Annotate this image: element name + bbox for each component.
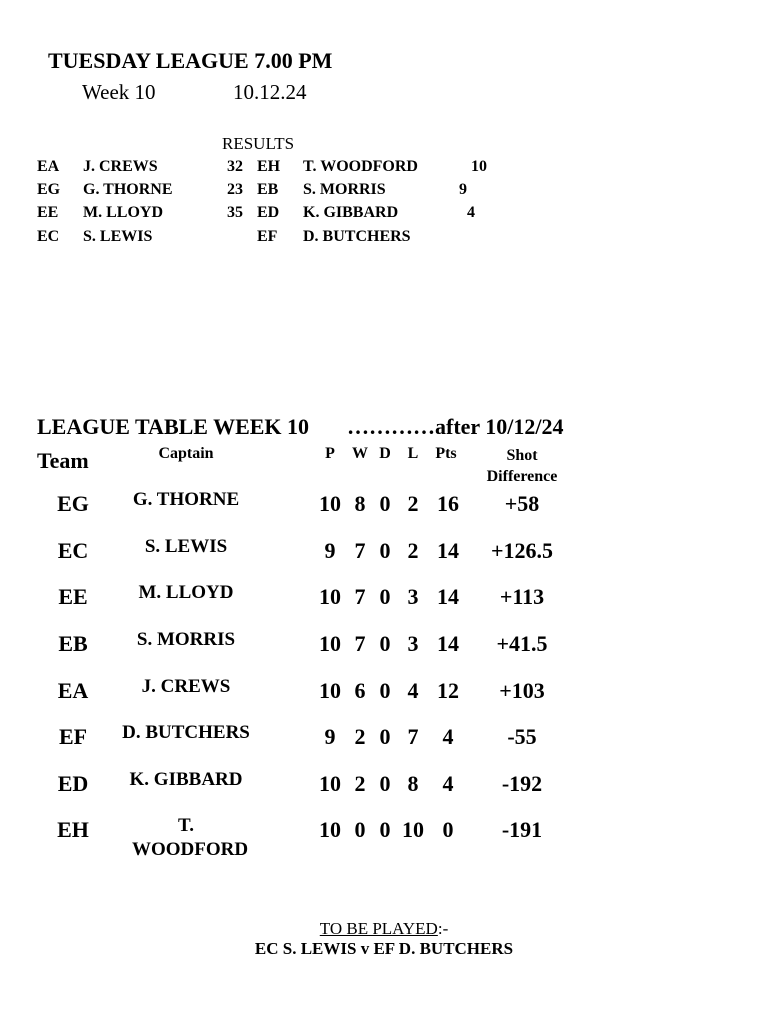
lost: 8 [407, 771, 419, 796]
shot-difference: -191 [501, 817, 543, 842]
home-captain: J. CREWS [83, 158, 158, 175]
team-code: EE [58, 584, 88, 609]
points: 4 [442, 771, 454, 796]
lost: 3 [407, 631, 419, 656]
results-heading: RESULTS [222, 134, 295, 153]
home-score: 32 [227, 158, 243, 175]
played: 10 [319, 817, 341, 842]
result-row [0, 228, 768, 250]
week-label: Week 10 [82, 80, 156, 104]
captain-name: K. GIBBARD [129, 769, 243, 790]
header-won: W [352, 445, 368, 462]
header-captain: Captain [158, 445, 214, 462]
away-score: 9 [459, 181, 467, 198]
drawn: 0 [379, 584, 391, 609]
home-team: EE [37, 204, 59, 221]
header-points: Pts [435, 445, 457, 462]
page-title: TUESDAY LEAGUE 7.00 PM [48, 48, 333, 73]
away-captain: S. MORRIS [303, 181, 386, 198]
shot-difference: -192 [501, 771, 543, 796]
result-row [0, 181, 768, 203]
shot-difference: +41.5 [496, 631, 548, 656]
shot-difference: +113 [499, 584, 545, 609]
lost: 3 [407, 584, 419, 609]
team-code: EH [57, 817, 89, 842]
points: 14 [437, 538, 459, 563]
won: 7 [354, 538, 366, 563]
home-team: EC [37, 228, 60, 245]
away-team: ED [257, 204, 280, 221]
header-team: Team [37, 448, 89, 473]
drawn: 0 [379, 631, 391, 656]
home-captain: G. THORNE [83, 181, 173, 198]
played: 10 [319, 771, 341, 796]
away-captain: T. WOODFORD [303, 158, 418, 175]
drawn: 0 [379, 678, 391, 703]
won: 8 [354, 491, 366, 516]
played: 9 [324, 538, 336, 563]
lost: 10 [402, 817, 424, 842]
header-shot-line2: Difference [486, 468, 558, 485]
points: 14 [437, 584, 459, 609]
points: 16 [437, 491, 459, 516]
home-team: EA [37, 158, 60, 175]
to-be-played-match: EC S. LEWIS v EF D. BUTCHERS [254, 939, 514, 958]
lost: 2 [407, 538, 419, 563]
shot-difference: +126.5 [490, 538, 554, 563]
captain-name: M. LLOYD [138, 582, 234, 603]
home-score: 35 [227, 204, 243, 221]
won: 2 [354, 771, 366, 796]
drawn: 0 [379, 817, 391, 842]
result-row [0, 204, 768, 226]
team-code: EC [57, 538, 89, 563]
header-shot-line1: Shot [506, 447, 538, 464]
captain-name: J. CREWS [141, 676, 231, 697]
drawn: 0 [379, 491, 391, 516]
team-code: EF [58, 724, 88, 749]
lost: 4 [407, 678, 419, 703]
team-code: EG [57, 491, 89, 516]
shot-difference: -55 [507, 724, 537, 749]
won: 0 [354, 817, 366, 842]
to-be-played-label: TO BE PLAYED [319, 919, 438, 938]
league-table-after: …………after 10/12/24 [347, 414, 564, 439]
home-score: 23 [227, 181, 243, 198]
points: 0 [442, 817, 454, 842]
away-team: EF [257, 228, 278, 245]
league-table-title: LEAGUE TABLE WEEK 10 [37, 414, 310, 439]
header-drawn: D [379, 445, 391, 462]
played: 10 [319, 631, 341, 656]
shot-difference: +58 [504, 491, 540, 516]
won: 7 [354, 584, 366, 609]
points: 4 [442, 724, 454, 749]
away-captain: K. GIBBARD [303, 204, 399, 221]
lost: 2 [407, 491, 419, 516]
played: 10 [319, 584, 341, 609]
won: 2 [354, 724, 366, 749]
drawn: 0 [379, 724, 391, 749]
drawn: 0 [379, 538, 391, 563]
points: 14 [437, 631, 459, 656]
team-code: EA [57, 678, 89, 703]
captain-name: S. MORRIS [136, 629, 236, 650]
to-be-played-heading [0, 919, 768, 939]
won: 7 [354, 631, 366, 656]
captain-name: G. THORNE [132, 489, 240, 510]
team-code: EB [58, 631, 88, 656]
won: 6 [354, 678, 366, 703]
lost: 7 [407, 724, 419, 749]
header-lost: L [407, 445, 419, 462]
captain-name: S. LEWIS [144, 536, 228, 557]
away-team: EH [257, 158, 281, 175]
team-code: ED [57, 771, 89, 796]
home-captain: S. LEWIS [83, 228, 153, 245]
away-captain: D. BUTCHERS [303, 228, 411, 245]
shot-difference: +103 [499, 678, 545, 703]
played: 10 [319, 678, 341, 703]
played: 10 [319, 491, 341, 516]
points: 12 [437, 678, 459, 703]
captain-name: T. WOODFORD [132, 815, 249, 860]
home-captain: M. LLOYD [83, 204, 163, 221]
played: 9 [324, 724, 336, 749]
home-team: EG [37, 181, 61, 198]
captain-name: D. BUTCHERS [122, 722, 250, 743]
away-team: EB [257, 181, 279, 198]
away-score: 4 [467, 204, 475, 221]
result-row [0, 158, 768, 180]
drawn: 0 [379, 771, 391, 796]
away-score: 10 [471, 158, 487, 175]
date-label: 10.12.24 [233, 80, 307, 104]
header-shot-difference [472, 445, 572, 487]
header-played: P [325, 445, 335, 462]
to-be-played-suffix: :- [437, 919, 449, 938]
